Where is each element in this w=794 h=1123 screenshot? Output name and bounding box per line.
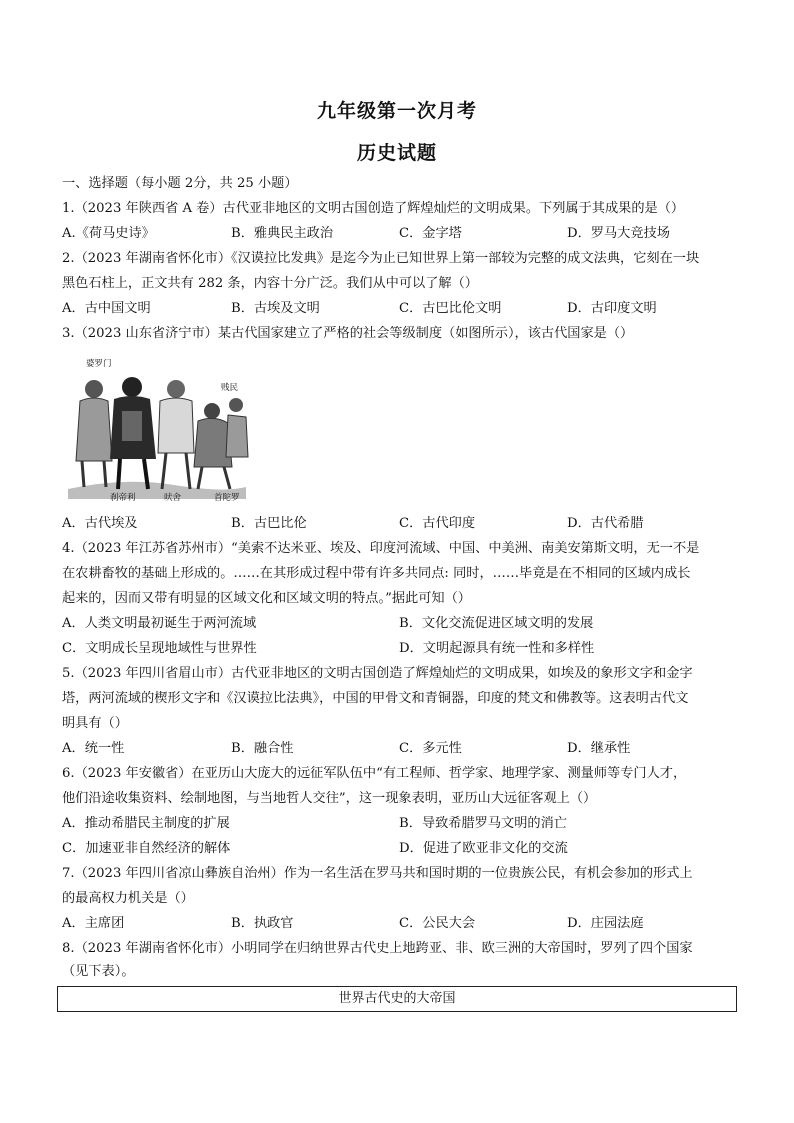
q7-option-c: C．公民大会 — [399, 916, 476, 931]
q2-stem-line1: 2.（2023 年湖南省怀化市）《汉谟拉比发典》是迄今为止已知世界上第一部较为完整的成文法典，它刻在一块 — [62, 251, 700, 266]
q6-option-c: C．加速亚非自然经济的解体 — [62, 841, 231, 856]
q3-option-c: C．古代印度 — [399, 516, 476, 531]
q3-option-d: D．古代希腊 — [567, 516, 644, 531]
q5-option-a: A．统一性 — [62, 741, 125, 756]
q2-option-c: C．古巴比伦文明 — [399, 301, 502, 316]
q3-stem: 3.（2023 山东省济宁市）某古代国家建立了严格的社会等级制度（如图所示），该古代国家是（） — [62, 326, 634, 341]
q8-stem-line1: 8.（2023 年湖南省怀化市）小明同学在归纳世界古代史上地跨亚、非、欧三洲的大帝国时，罗列了四个国家 — [62, 941, 693, 956]
q1-stem: 1.（2023 年陕西省 A 卷）古代亚非地区的文明古国创造了辉煌灿烂的文明成果。下列属于其成果的是（） — [62, 201, 685, 216]
q2-option-b: B．古埃及文明 — [231, 301, 320, 316]
q4-stem-line1: 4.（2023 年江苏省苏州市）“美索不达米亚、埃及、印度河流域、中国、中美洲、南美安第斯文明，无一不是 — [62, 541, 700, 556]
q6-stem-line2: 他们沿途收集资料、绘制地图，与当地哲人交往”，这一现象表明，亚历山大远征客观上（） — [62, 791, 597, 806]
q4-option-a: A．人类文明最初诞生于两河流域 — [62, 616, 257, 631]
caste-figure-drawing — [64, 349, 250, 504]
q4-stem-line2: 在农耕畜牧的基础上形成的。……在其形成过程中带有许多共同点: 同时，……毕竟是在不相同的区域内成长 — [62, 566, 691, 581]
exam-title: 九年级第一次月考 — [316, 100, 477, 122]
label-shudra: 首陀罗 — [214, 493, 240, 503]
caste-illustration — [64, 349, 250, 504]
q2-option-a: A．古中国文明 — [62, 301, 151, 316]
q4-stem-line3: 起来的，因而又带有明显的区域文化和区域文明的特点。”据此可知（） — [62, 591, 471, 606]
q7-option-b: B．执政官 — [231, 916, 294, 931]
section-heading: 一、选择题（每小题 2分，共 25 小题） — [62, 176, 298, 191]
q4-option-c: C．文明成长呈现地域性与世界性 — [62, 641, 257, 656]
q1-option-b: B．雅典民主政治 — [231, 226, 334, 241]
q1-option-d: D．罗马大竞技场 — [567, 226, 670, 241]
q7-option-d: D．庄园法庭 — [567, 916, 644, 931]
q6-option-b: B．导致希腊罗马文明的消亡 — [399, 816, 567, 831]
label-untouchable: 贱民 — [221, 383, 239, 393]
q7-stem-line2: 的最高权力机关是（） — [62, 891, 194, 906]
q5-option-c: C．多元性 — [399, 741, 462, 756]
q1-option-a: A.《荷马史诗》 — [62, 226, 155, 241]
q4-option-b: B．文化交流促进区域文明的发展 — [399, 616, 594, 631]
q6-option-a: A．推动希腊民主制度的扩展 — [62, 816, 230, 831]
label-kshatriya: 刹帝利 — [110, 493, 136, 503]
q3-option-b: B．古巴比伦 — [231, 516, 307, 531]
q2-stem-line2: 黑色石柱上，正文共有 282 条，内容十分广泛。我们从中可以了解（） — [62, 276, 478, 291]
q7-stem-line1: 7.（2023 年四川省凉山彝族自治州）作为一名生活在罗马共和国时期的一位贵族公民，有机会参加的形式上 — [62, 866, 693, 881]
q2-option-d: D．古印度文明 — [567, 301, 657, 316]
exam-subtitle: 历史试题 — [356, 142, 437, 164]
q8-stem-line2: （见下表）。 — [62, 964, 135, 979]
q5-option-d: D．继承性 — [567, 741, 631, 756]
empire-table-title: 世界古代史的大帝国 — [57, 986, 737, 1012]
q7-option-a: A．主席团 — [62, 916, 125, 931]
q5-stem-line1: 5.（2023 年四川省眉山市）古代亚非地区的文明古国创造了辉煌灿烂的文明成果，如埃及的象形文字和金字 — [62, 666, 693, 681]
label-vaishya: 吠舍 — [164, 493, 182, 503]
q5-stem-line3: 明具有（） — [62, 716, 128, 731]
q4-option-d: D．文明起源具有统一性和多样性 — [399, 641, 595, 656]
q5-stem-line2: 塔，两河流域的楔形文字和《汉谟拉比法典》，中国的甲骨文和青铜器，印度的梵文和佛教等。这表明古代文 — [62, 691, 689, 706]
label-brahmin: 婆罗门 — [86, 359, 112, 369]
q6-option-d: D．促进了欧亚非文化的交流 — [399, 841, 568, 856]
q1-option-c: C．金字塔 — [399, 226, 462, 241]
q5-option-b: B．融合性 — [231, 741, 294, 756]
q6-stem-line1: 6.（2023 年安徽省）在亚历山大庞大的远征军队伍中“有工程师、哲学家、地理学家、测量师等专门人才， — [62, 766, 687, 781]
q3-option-a: A．古代埃及 — [62, 516, 138, 531]
